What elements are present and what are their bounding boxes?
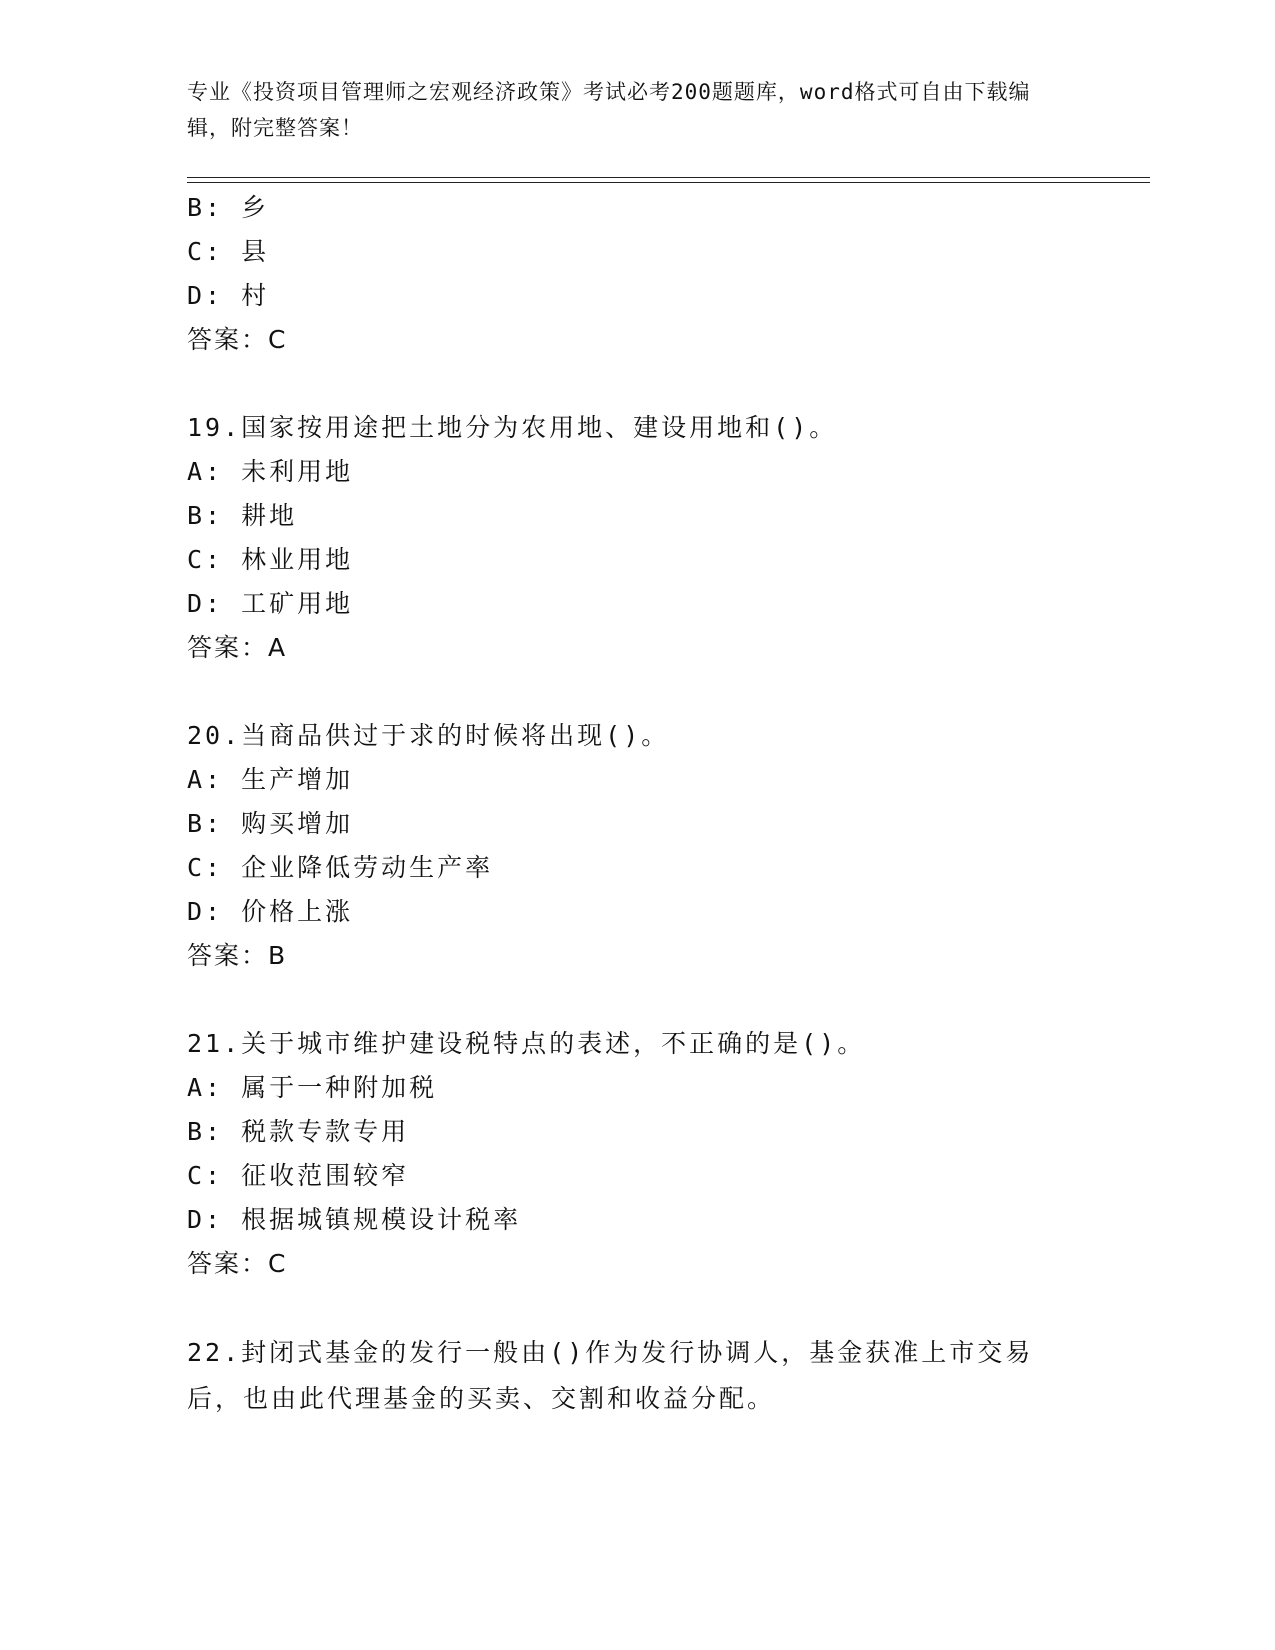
option-d: D: 村 bbox=[187, 281, 270, 310]
option-b: B: 购买增加 bbox=[187, 809, 354, 838]
header-divider-bottom bbox=[187, 182, 1150, 183]
option-b: B: 乡 bbox=[187, 193, 270, 222]
option-a: A: 未利用地 bbox=[187, 457, 354, 486]
answer: 答案：B bbox=[187, 941, 288, 970]
document-header: 专业《投资项目管理师之宏观经济政策》考试必考200题题库，word格式可自由下载编辑，附完整答案！ bbox=[187, 80, 1031, 140]
option-a: A: 生产增加 bbox=[187, 765, 354, 794]
answer: 答案：A bbox=[187, 633, 288, 662]
question-stem: 22.封闭式基金的发行一般由()作为发行协调人，基金获准上市交易后，也由此代理基金的买卖、交割和收益分配。 bbox=[187, 1338, 1034, 1413]
option-c: C: 县 bbox=[187, 237, 270, 266]
option-c: C: 企业降低劳动生产率 bbox=[187, 853, 494, 882]
question-stem: 20.当商品供过于求的时候将出现()。 bbox=[187, 721, 670, 750]
option-d: D: 根据城镇规模设计税率 bbox=[187, 1205, 522, 1234]
option-c: C: 林业用地 bbox=[187, 545, 354, 574]
option-c: C: 征收范围较窄 bbox=[187, 1161, 410, 1190]
header-divider-top bbox=[187, 177, 1150, 178]
question-stem: 21.关于城市维护建设税特点的表述，不正确的是()。 bbox=[187, 1029, 866, 1058]
option-b: B: 耕地 bbox=[187, 501, 298, 530]
option-b: B: 税款专款专用 bbox=[187, 1117, 410, 1146]
question-stem: 19.国家按用途把土地分为农用地、建设用地和()。 bbox=[187, 413, 838, 442]
answer: 答案：C bbox=[187, 325, 288, 354]
answer: 答案：C bbox=[187, 1249, 288, 1278]
option-d: D: 工矿用地 bbox=[187, 589, 354, 618]
option-a: A: 属于一种附加税 bbox=[187, 1073, 438, 1102]
option-d: D: 价格上涨 bbox=[187, 897, 354, 926]
